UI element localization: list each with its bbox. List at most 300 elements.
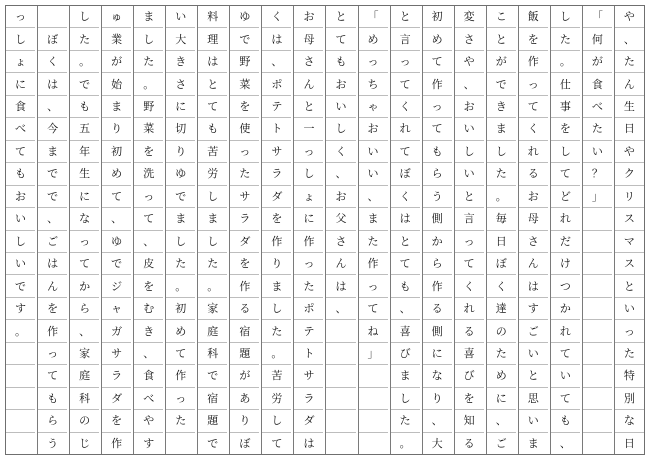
manuscript-cell: く xyxy=(519,117,548,139)
manuscript-cell: 達 xyxy=(487,297,516,319)
manuscript-cell: 側 xyxy=(423,319,452,341)
manuscript-cell xyxy=(583,274,612,296)
manuscript-cell: れ xyxy=(391,117,420,139)
manuscript-cell: と xyxy=(399,10,411,24)
manuscript-cell: る xyxy=(519,162,548,184)
manuscript-cell: る xyxy=(455,432,484,454)
manuscript-cell: し xyxy=(294,162,323,184)
manuscript-cell: て xyxy=(551,162,580,184)
manuscript-cell: 作 xyxy=(423,274,452,296)
manuscript-cell: る xyxy=(455,319,484,341)
manuscript-cell: に xyxy=(423,342,452,364)
manuscript-cell: は xyxy=(519,274,548,296)
manuscript-cell: し xyxy=(198,230,227,252)
manuscript-cell: 宿 xyxy=(230,319,259,341)
manuscript-cell: き xyxy=(487,95,516,117)
manuscript-cell: ラ xyxy=(230,207,259,229)
manuscript-cell: り xyxy=(423,387,452,409)
manuscript-cell xyxy=(583,319,612,341)
manuscript-cell: り xyxy=(262,252,291,274)
manuscript-cell: 、 xyxy=(134,342,163,364)
manuscript-cell: は xyxy=(262,27,291,49)
manuscript-cell: て xyxy=(519,95,548,117)
manuscript-cell: り xyxy=(166,140,195,162)
manuscript-cell: く xyxy=(487,274,516,296)
manuscript-cell xyxy=(583,342,612,364)
manuscript-cell: を xyxy=(230,95,259,117)
manuscript-cell: っ xyxy=(615,319,644,341)
manuscript-column xyxy=(486,6,516,454)
manuscript-column xyxy=(550,6,580,454)
manuscript-cell: に xyxy=(487,387,516,409)
manuscript-cell: ま xyxy=(166,207,195,229)
manuscript-cell: と xyxy=(487,27,516,49)
manuscript-cell: ト xyxy=(262,117,291,139)
manuscript-cell: う xyxy=(38,432,67,454)
manuscript-cell: め xyxy=(102,162,131,184)
manuscript-cell: 母 xyxy=(519,207,548,229)
manuscript-cell: 別 xyxy=(615,387,644,409)
manuscript-cell: い xyxy=(519,409,548,431)
manuscript-cell: を xyxy=(230,252,259,274)
manuscript-cell: 喜 xyxy=(391,319,420,341)
manuscript-cell: 苦 xyxy=(262,364,291,386)
manuscript-cell: い xyxy=(519,342,548,364)
manuscript-cell: ぼ xyxy=(38,27,67,49)
manuscript-cell: た xyxy=(391,409,420,431)
manuscript-cell: し xyxy=(559,10,571,24)
manuscript-cell: 庭 xyxy=(198,319,227,341)
manuscript-cell: い xyxy=(583,140,612,162)
manuscript-cell: に xyxy=(70,185,99,207)
manuscript-cell: ダ xyxy=(230,230,259,252)
manuscript-cell: て xyxy=(102,185,131,207)
manuscript-cell: し xyxy=(551,140,580,162)
manuscript-cell: ダ xyxy=(294,409,323,431)
manuscript-cell: 作 xyxy=(230,274,259,296)
manuscript-cell: 初 xyxy=(102,140,131,162)
manuscript-cell: ラ xyxy=(102,364,131,386)
manuscript-cell: は xyxy=(391,207,420,229)
manuscript-cell: 、 xyxy=(326,297,355,319)
manuscript-cell: ガ xyxy=(102,319,131,341)
manuscript-cell: ご xyxy=(487,432,516,454)
manuscript-cell: す xyxy=(134,432,163,454)
manuscript-cell: 宿 xyxy=(198,387,227,409)
manuscript-cell: っ xyxy=(391,50,420,72)
manuscript-cell: 。 xyxy=(6,319,35,341)
manuscript-cell: 一 xyxy=(294,117,323,139)
manuscript-cell: を xyxy=(134,274,163,296)
manuscript-cell: 作 xyxy=(102,432,131,454)
manuscript-cell: め xyxy=(423,27,452,49)
manuscript-cell: で xyxy=(6,274,35,296)
manuscript-cell: ま xyxy=(262,274,291,296)
manuscript-cell: が xyxy=(583,50,612,72)
manuscript-cell: し xyxy=(6,27,35,49)
manuscript-cell: 「 xyxy=(591,10,603,24)
manuscript-cell: き xyxy=(134,319,163,341)
manuscript-cell: 業 xyxy=(102,27,131,49)
manuscript-cell: っ xyxy=(134,185,163,207)
manuscript-cell: ゅ xyxy=(111,10,123,24)
manuscript-cell: く xyxy=(271,10,283,24)
manuscript-cell: な xyxy=(615,409,644,431)
manuscript-cell: く xyxy=(38,50,67,72)
manuscript-cell: ま xyxy=(102,95,131,117)
manuscript-cell: 大 xyxy=(166,27,195,49)
manuscript-cell: 、 xyxy=(102,207,131,229)
manuscript-cell: と xyxy=(615,274,644,296)
manuscript-cell: さ xyxy=(455,27,484,49)
manuscript-cell: い xyxy=(359,140,388,162)
manuscript-cell: 言 xyxy=(455,207,484,229)
manuscript-cell: 」 xyxy=(583,185,612,207)
manuscript-cell: を xyxy=(102,409,131,431)
manuscript-cell: 使 xyxy=(230,117,259,139)
manuscript-cell: す xyxy=(6,297,35,319)
manuscript-cell: て xyxy=(551,387,580,409)
manuscript-cell: の xyxy=(487,319,516,341)
manuscript-cell: た xyxy=(166,252,195,274)
manuscript-cell: て xyxy=(38,364,67,386)
manuscript-cell xyxy=(326,364,355,386)
manuscript-cell: 題 xyxy=(230,342,259,364)
manuscript-cell: し xyxy=(262,409,291,431)
manuscript-cell: と xyxy=(391,230,420,252)
manuscript-cell: 家 xyxy=(70,342,99,364)
manuscript-cell: し xyxy=(487,140,516,162)
manuscript-cell: た xyxy=(487,162,516,184)
manuscript-cell: ト xyxy=(294,342,323,364)
manuscript-column xyxy=(422,6,452,454)
manuscript-cell: い xyxy=(326,95,355,117)
manuscript-cell: ら xyxy=(70,297,99,319)
manuscript-cell: し xyxy=(455,140,484,162)
manuscript-cell: が xyxy=(230,364,259,386)
manuscript-cell: と xyxy=(294,95,323,117)
manuscript-cell: れ xyxy=(551,319,580,341)
manuscript-column xyxy=(229,6,259,454)
manuscript-column xyxy=(101,6,131,454)
manuscript-cell: も xyxy=(38,387,67,409)
manuscript-cell: ん xyxy=(519,252,548,274)
manuscript-cell xyxy=(6,342,35,364)
manuscript-cell: た xyxy=(262,319,291,341)
manuscript-cell: っ xyxy=(294,140,323,162)
manuscript-cell: ジ xyxy=(102,274,131,296)
manuscript-cell: ダ xyxy=(102,387,131,409)
manuscript-cell: 労 xyxy=(262,387,291,409)
manuscript-cell: き xyxy=(166,50,195,72)
manuscript-cell: る xyxy=(423,297,452,319)
manuscript-cell: 、 xyxy=(423,409,452,431)
manuscript-cell: 側 xyxy=(423,207,452,229)
manuscript-cell: っ xyxy=(230,140,259,162)
manuscript-cell: 」 xyxy=(359,342,388,364)
manuscript-cell: ス xyxy=(615,252,644,274)
manuscript-cell: い xyxy=(455,117,484,139)
manuscript-cell: の xyxy=(70,409,99,431)
manuscript-cell: ら xyxy=(423,252,452,274)
manuscript-cell: っ xyxy=(15,10,27,24)
manuscript-cell: ？ xyxy=(583,162,612,184)
manuscript-cell: 切 xyxy=(166,117,195,139)
manuscript-cell: も xyxy=(198,117,227,139)
manuscript-cell: 生 xyxy=(70,162,99,184)
manuscript-cell: で xyxy=(38,162,67,184)
manuscript-cell xyxy=(326,387,355,409)
manuscript-cell: さ xyxy=(519,230,548,252)
manuscript-cell: る xyxy=(230,297,259,319)
manuscript-cell: も xyxy=(391,274,420,296)
manuscript-cell: 、 xyxy=(38,207,67,229)
manuscript-cell: い xyxy=(6,207,35,229)
manuscript-cell: て xyxy=(6,140,35,162)
manuscript-cell: て xyxy=(134,207,163,229)
manuscript-cell: つ xyxy=(551,274,580,296)
manuscript-cell: や xyxy=(623,10,635,24)
manuscript-cell: 母 xyxy=(294,27,323,49)
manuscript-cell: を xyxy=(551,117,580,139)
manuscript-cell: 初 xyxy=(431,10,443,24)
manuscript-cell: 生 xyxy=(615,95,644,117)
manuscript-cell: 苦 xyxy=(198,140,227,162)
manuscript-cell: ク xyxy=(615,162,644,184)
manuscript-cell: も xyxy=(551,409,580,431)
manuscript-cell: た xyxy=(166,409,195,431)
manuscript-cell: ラ xyxy=(262,162,291,184)
manuscript-cell: て xyxy=(166,342,195,364)
manuscript-cell: 、 xyxy=(134,230,163,252)
manuscript-cell: サ xyxy=(262,140,291,162)
manuscript-cell: ス xyxy=(615,207,644,229)
manuscript-cell: や xyxy=(134,409,163,431)
manuscript-cell: て xyxy=(423,50,452,72)
manuscript-cell: 五 xyxy=(70,117,99,139)
manuscript-cell: さ xyxy=(294,50,323,72)
manuscript-cell: 科 xyxy=(70,387,99,409)
manuscript-cell: で xyxy=(230,27,259,49)
manuscript-cell: 洗 xyxy=(134,162,163,184)
manuscript-cell: た xyxy=(583,117,612,139)
manuscript-cell: 家 xyxy=(198,297,227,319)
manuscript-cell: め xyxy=(166,319,195,341)
manuscript-cell: ら xyxy=(38,409,67,431)
manuscript-cell: ご xyxy=(519,319,548,341)
manuscript-cell: て xyxy=(391,72,420,94)
manuscript-cell: っ xyxy=(70,230,99,252)
manuscript-cell: 野 xyxy=(134,95,163,117)
manuscript-cell: は xyxy=(294,432,323,454)
manuscript-cell: 、 xyxy=(262,50,291,72)
manuscript-cell: ダ xyxy=(262,185,291,207)
manuscript-cell: ん xyxy=(38,274,67,296)
manuscript-cell: し xyxy=(326,117,355,139)
manuscript-cell: な xyxy=(423,364,452,386)
manuscript-cell: か xyxy=(423,230,452,252)
manuscript-cell xyxy=(359,432,388,454)
manuscript-cell: ご xyxy=(38,230,67,252)
manuscript-cell: 作 xyxy=(423,72,452,94)
manuscript-cell: お xyxy=(6,185,35,207)
manuscript-cell: を xyxy=(38,297,67,319)
manuscript-cell: を xyxy=(519,27,548,49)
manuscript-cell xyxy=(583,207,612,229)
manuscript-cell: た xyxy=(487,342,516,364)
manuscript-cell: を xyxy=(455,387,484,409)
manuscript-cell: 始 xyxy=(102,72,131,94)
manuscript-cell: た xyxy=(230,162,259,184)
manuscript-cell: と xyxy=(198,72,227,94)
manuscript-cell: 変 xyxy=(463,10,475,24)
manuscript-cell: め xyxy=(487,364,516,386)
manuscript-cell: っ xyxy=(294,252,323,274)
manuscript-cell xyxy=(6,387,35,409)
manuscript-cell: う xyxy=(423,185,452,207)
manuscript-cell xyxy=(359,409,388,431)
manuscript-cell: 。 xyxy=(134,72,163,94)
manuscript-cell: マ xyxy=(615,230,644,252)
manuscript-cell: く xyxy=(455,274,484,296)
manuscript-cell: い xyxy=(6,252,35,274)
manuscript-column xyxy=(325,6,355,454)
manuscript-cell: べ xyxy=(6,117,35,139)
manuscript-cell: 食 xyxy=(6,95,35,117)
manuscript-cell: っ xyxy=(38,342,67,364)
manuscript-cell: お xyxy=(326,185,355,207)
manuscript-cell: っ xyxy=(423,95,452,117)
manuscript-cell: ぼ xyxy=(487,252,516,274)
manuscript-cell: 、 xyxy=(487,409,516,431)
manuscript-column xyxy=(6,6,35,454)
manuscript-cell: 、 xyxy=(70,319,99,341)
manuscript-cell: り xyxy=(102,117,131,139)
manuscript-cell: お xyxy=(519,185,548,207)
manuscript-cell: 作 xyxy=(166,364,195,386)
manuscript-cell: 飯 xyxy=(527,10,539,24)
manuscript-column xyxy=(133,6,163,454)
manuscript-cell: 初 xyxy=(166,297,195,319)
manuscript-cell: 作 xyxy=(38,319,67,341)
manuscript-cell xyxy=(359,364,388,386)
manuscript-column xyxy=(293,6,323,454)
manuscript-cell: 父 xyxy=(326,207,355,229)
manuscript-cell: ゆ xyxy=(166,162,195,184)
manuscript-cell: 、 xyxy=(615,27,644,49)
manuscript-cell: 。 xyxy=(198,274,227,296)
manuscript-grid-sheet xyxy=(5,5,645,455)
manuscript-cell: ち xyxy=(359,72,388,94)
manuscript-cell: 。 xyxy=(551,50,580,72)
manuscript-cell: 何 xyxy=(583,27,612,49)
manuscript-cell: ま xyxy=(391,364,420,386)
manuscript-cell: ま xyxy=(38,140,67,162)
manuscript-cell: に xyxy=(294,207,323,229)
manuscript-cell: サ xyxy=(230,185,259,207)
manuscript-cell: 題 xyxy=(198,409,227,431)
manuscript-cell: を xyxy=(262,207,291,229)
manuscript-column xyxy=(582,6,612,454)
manuscript-cell: ぼ xyxy=(391,162,420,184)
manuscript-cell: か xyxy=(551,297,580,319)
manuscript-cell xyxy=(166,432,195,454)
manuscript-cell: 皮 xyxy=(134,252,163,274)
manuscript-cell: 、 xyxy=(455,72,484,94)
manuscript-cell: ょ xyxy=(294,185,323,207)
manuscript-cell: や xyxy=(455,50,484,72)
manuscript-cell: て xyxy=(262,432,291,454)
manuscript-cell: と xyxy=(455,185,484,207)
manuscript-cell xyxy=(326,342,355,364)
manuscript-cell: を xyxy=(134,140,163,162)
manuscript-cell: さ xyxy=(326,230,355,252)
manuscript-cell: い xyxy=(175,10,187,24)
manuscript-cell: 労 xyxy=(198,162,227,184)
manuscript-cell: た xyxy=(134,50,163,72)
manuscript-cell: し xyxy=(166,230,195,252)
manuscript-cell: と xyxy=(335,10,347,24)
manuscript-cell: て xyxy=(70,252,99,274)
manuscript-cell: ラ xyxy=(294,387,323,409)
manuscript-cell: 。 xyxy=(391,432,420,454)
manuscript-cell: び xyxy=(391,342,420,364)
manuscript-cell: お xyxy=(455,95,484,117)
manuscript-cell: 思 xyxy=(519,387,548,409)
manuscript-cell: ん xyxy=(294,72,323,94)
manuscript-cell: 年 xyxy=(70,140,99,162)
manuscript-cell: す xyxy=(519,297,548,319)
manuscript-cell: で xyxy=(198,364,227,386)
manuscript-cell xyxy=(583,297,612,319)
manuscript-cell: ま xyxy=(198,207,227,229)
manuscript-cell: 菜 xyxy=(134,117,163,139)
manuscript-cell: 、 xyxy=(326,162,355,184)
manuscript-column xyxy=(390,6,420,454)
manuscript-cell xyxy=(583,432,612,454)
manuscript-cell: お xyxy=(359,117,388,139)
manuscript-cell xyxy=(583,387,612,409)
manuscript-cell: サ xyxy=(102,342,131,364)
manuscript-cell: で xyxy=(487,72,516,94)
manuscript-cell: て xyxy=(455,252,484,274)
manuscript-cell: に xyxy=(166,95,195,117)
manuscript-cell: て xyxy=(326,27,355,49)
manuscript-cell: 喜 xyxy=(455,342,484,364)
manuscript-cell: ょ xyxy=(6,50,35,72)
manuscript-cell: 理 xyxy=(198,27,227,49)
manuscript-cell: っ xyxy=(359,274,388,296)
manuscript-cell: で xyxy=(102,252,131,274)
manuscript-cell: か xyxy=(70,274,99,296)
manuscript-cell xyxy=(326,319,355,341)
manuscript-cell: 大 xyxy=(423,432,452,454)
manuscript-cell: 特 xyxy=(615,364,644,386)
manuscript-cell: 「 xyxy=(367,10,379,24)
manuscript-column xyxy=(69,6,99,454)
manuscript-cell: 、 xyxy=(391,297,420,319)
manuscript-cell: は xyxy=(326,274,355,296)
manuscript-cell: け xyxy=(551,252,580,274)
manuscript-cell xyxy=(6,432,35,454)
manuscript-cell: も xyxy=(423,140,452,162)
manuscript-cell: て xyxy=(359,297,388,319)
manuscript-cell: れ xyxy=(455,297,484,319)
manuscript-cell: も xyxy=(326,50,355,72)
manuscript-cell: む xyxy=(134,297,163,319)
manuscript-cell: ら xyxy=(423,162,452,184)
manuscript-cell: く xyxy=(326,140,355,162)
